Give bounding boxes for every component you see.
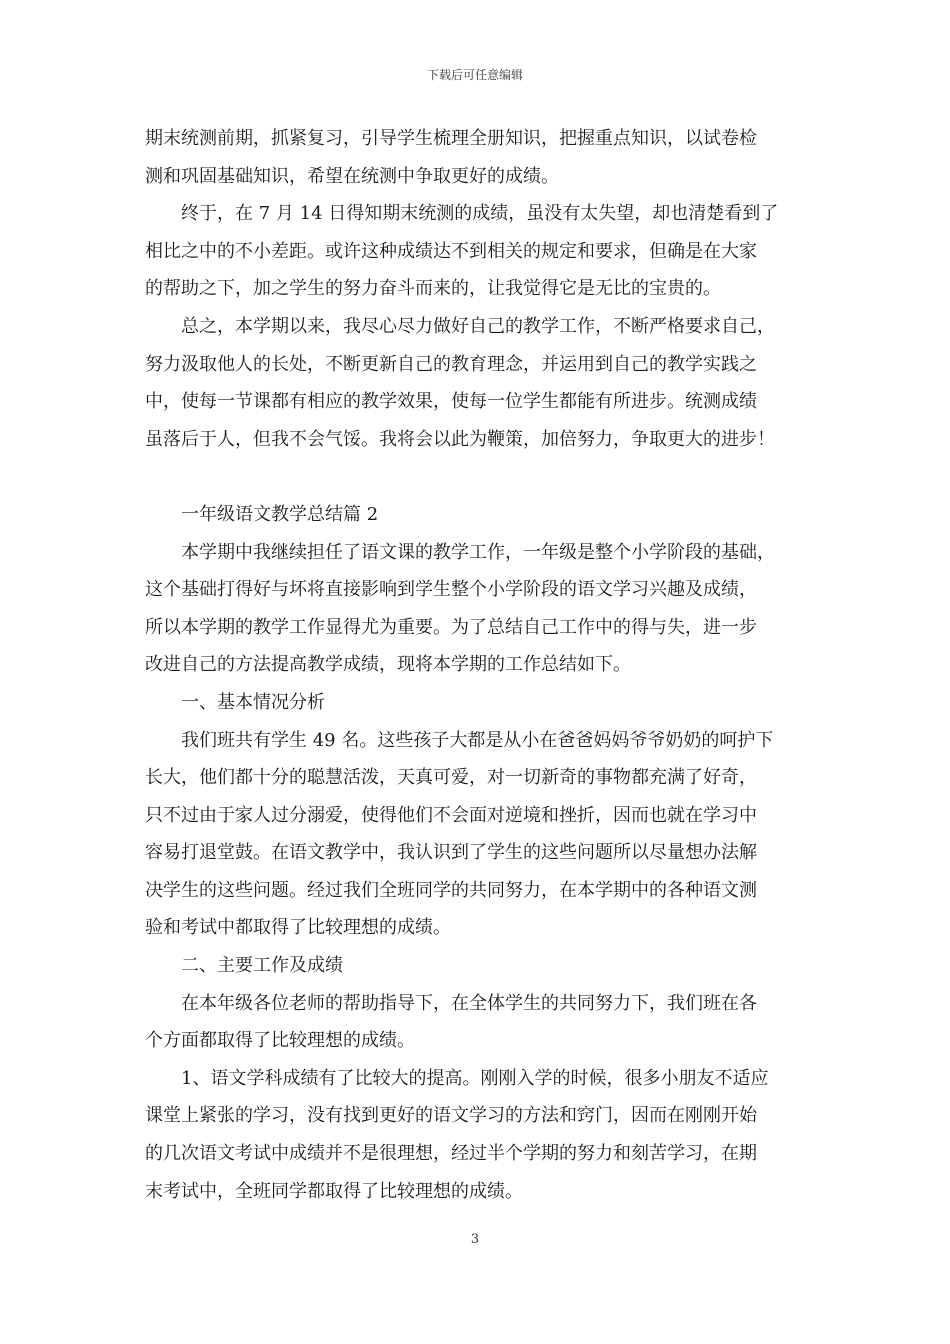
paragraph: [145, 496, 815, 534]
document-body: [145, 120, 815, 1210]
paragraph: [145, 947, 815, 985]
text-line: 相比之中的不小差距。或许这种成绩达不到相关的规定和要求，但确是在大家: [145, 240, 757, 262]
text-line: 测和巩固基础知识，希望在统测中争取更好的成绩。: [145, 165, 559, 187]
text-line: 二、主要工作及成绩: [181, 955, 343, 977]
paragraph: [145, 308, 815, 458]
text-line: 所以本学期的教学工作显得尤为重要。为了总结自己工作中的得与失，进一步: [145, 616, 757, 638]
text-line: 一年级语文教学总结篇 2: [181, 503, 379, 525]
text-line: 本学期中我继续担任了语文课的教学工作，一年级是整个小学阶段的基础，: [181, 541, 775, 563]
paragraph: [145, 534, 815, 684]
page-number: 3: [470, 1232, 480, 1247]
text-line: 中，使每一节课都有相应的教学效果，使每一位学生都能有所进步。统测成绩: [145, 391, 757, 413]
text-line: 总之，本学期以来，我尽心尽力做好自己的教学工作，不断严格要求自己，: [181, 315, 775, 337]
text-line: 长大，他们都十分的聪慧活泼，天真可爱，对一切新奇的事物都充满了好奇，: [145, 767, 757, 789]
text-line: 末考试中，全班同学都取得了比较理想的成绩。: [145, 1180, 523, 1202]
text-line: 的帮助之下，加之学生的努力奋斗而来的，让我觉得它是无比的宝贵的。: [145, 278, 721, 300]
paragraph: [145, 195, 815, 308]
text-line: 的几次语文考试中成绩并不是很理想，经过半个学期的努力和刻苦学习，在期: [145, 1143, 757, 1165]
text-line: 1、语文学科成绩有了比较大的提高。刚刚入学的时候，很多小朋友不适应: [181, 1067, 769, 1089]
text-line: 一、基本情况分析: [181, 691, 325, 713]
text-line: 期末统测前期，抓紧复习，引导学生梳理全册知识，把握重点知识，以试卷检: [145, 128, 757, 149]
text-line: 课堂上紧张的学习，没有找到更好的语文学习的方法和窍门，因而在刚刚开始: [145, 1105, 757, 1127]
text-line: 在本年级各位老师的帮助指导下，在全体学生的共同努力下，我们班在各: [181, 992, 757, 1014]
paragraph: [145, 684, 815, 722]
text-line: 努力汲取他人的长处，不断更新自己的教育理念，并运用到自己的教学实践之: [145, 353, 757, 375]
text-line: 容易打退堂鼓。在语文教学中，我认识到了学生的这些问题所以尽量想办法解: [145, 842, 757, 864]
text-line: 验和考试中都取得了比较理想的成绩。: [145, 917, 451, 939]
text-line: 决学生的这些问题。经过我们全班同学的共同努力，在本学期中的各种语文测: [145, 879, 757, 901]
text-line: 个方面都取得了比较理想的成绩。: [145, 1030, 415, 1052]
paragraph: [145, 722, 815, 948]
paragraph-gap: [145, 458, 815, 496]
text-line: 终于，在 7 月 14 日得知期末统测的成绩，虽没有太失望，却也清楚看到了: [181, 203, 779, 225]
text-line: 我们班共有学生 49 名。这些孩子大都是从小在爸爸妈妈爷爷奶奶的呵护下: [181, 729, 774, 751]
paragraph: [145, 985, 815, 1060]
text-line: 改进自己的方法提高教学成绩，现将本学期的工作总结如下。: [145, 654, 631, 676]
paragraph: [145, 120, 815, 195]
text-line: 这个基础打得好与坏将直接影响到学生整个小学阶段的语文学习兴趣及成绩，: [145, 579, 757, 601]
text-line: 只不过由于家人过分溺爱，使得他们不会面对逆境和挫折，因而也就在学习中: [145, 804, 757, 826]
page-header: 下载后可任意编辑: [426, 68, 523, 82]
text-line: 虽落后于人，但我不会气馁。我将会以此为鞭策，加倍努力，争取更大的进步！: [145, 428, 775, 450]
paragraph: [145, 1060, 815, 1210]
